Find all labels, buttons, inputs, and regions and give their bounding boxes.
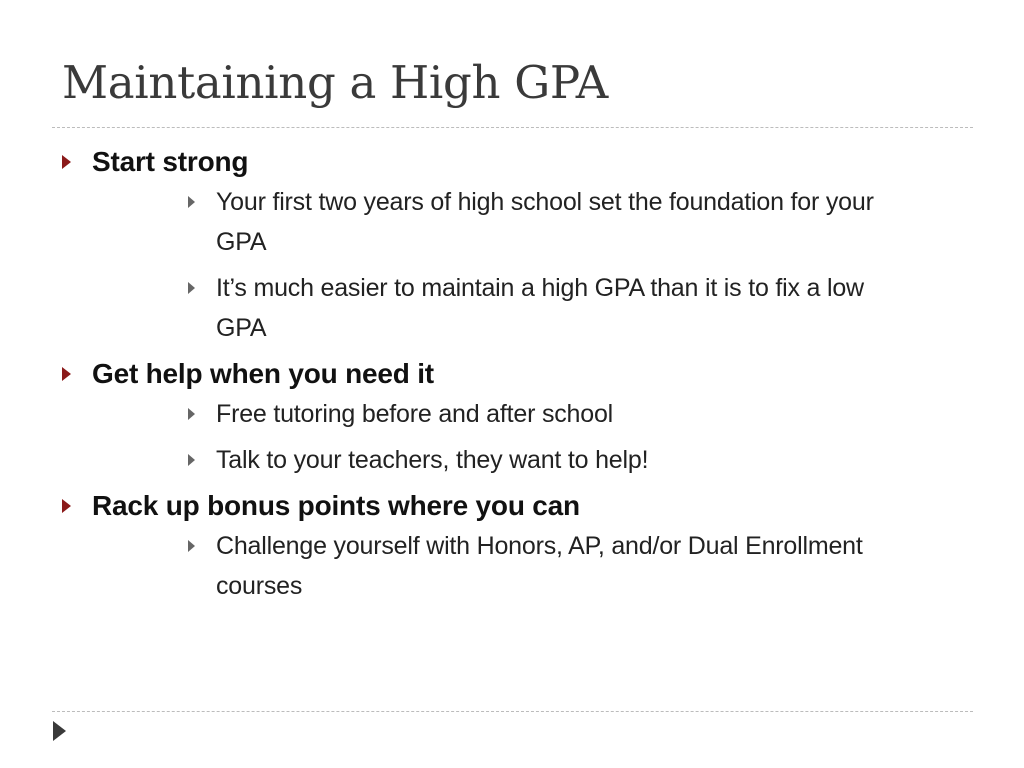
slide-title: Maintaining a High GPA bbox=[62, 56, 608, 109]
next-slide-play-icon[interactable] bbox=[53, 721, 66, 741]
sub-bullet-arrow-icon bbox=[188, 540, 195, 552]
bullet-bonus-points bbox=[0, 486, 1024, 606]
bullet-list bbox=[0, 142, 1024, 612]
sub-bullet-arrow-icon bbox=[188, 454, 195, 466]
bullet-arrow-icon bbox=[62, 367, 71, 381]
footer-divider bbox=[52, 711, 973, 712]
bullet-start-strong bbox=[0, 142, 1024, 348]
bullet-text: Get help when you need it bbox=[92, 358, 434, 389]
sub-bullet-list bbox=[92, 182, 964, 348]
sub-bullet-text: Talk to your teachers, they want to help! bbox=[216, 446, 649, 474]
sub-bullet bbox=[92, 440, 964, 480]
sub-bullet bbox=[92, 182, 964, 262]
sub-bullet bbox=[92, 394, 964, 434]
sub-bullet bbox=[92, 268, 964, 348]
sub-bullet-text: Free tutoring before and after school bbox=[216, 400, 614, 428]
sub-bullet-arrow-icon bbox=[188, 196, 195, 208]
bullet-get-help bbox=[0, 354, 1024, 480]
sub-bullet-text: Challenge yourself with Honors, AP, and/or Dual Enrollment courses bbox=[216, 532, 863, 600]
sub-bullet-text: It’s much easier to maintain a high GPA than it is to fix a low GPA bbox=[216, 274, 864, 342]
bullet-text: Start strong bbox=[92, 146, 249, 177]
bullet-arrow-icon bbox=[62, 499, 71, 513]
sub-bullet-arrow-icon bbox=[188, 282, 195, 294]
sub-bullet-list bbox=[92, 394, 964, 480]
title-divider bbox=[52, 127, 973, 128]
bullet-arrow-icon bbox=[62, 155, 71, 169]
bullet-text: Rack up bonus points where you can bbox=[92, 490, 580, 521]
sub-bullet-text: Your first two years of high school set the foundation for your GPA bbox=[216, 188, 874, 256]
sub-bullet bbox=[92, 526, 964, 606]
sub-bullet-arrow-icon bbox=[188, 408, 195, 420]
sub-bullet-list bbox=[92, 526, 964, 606]
